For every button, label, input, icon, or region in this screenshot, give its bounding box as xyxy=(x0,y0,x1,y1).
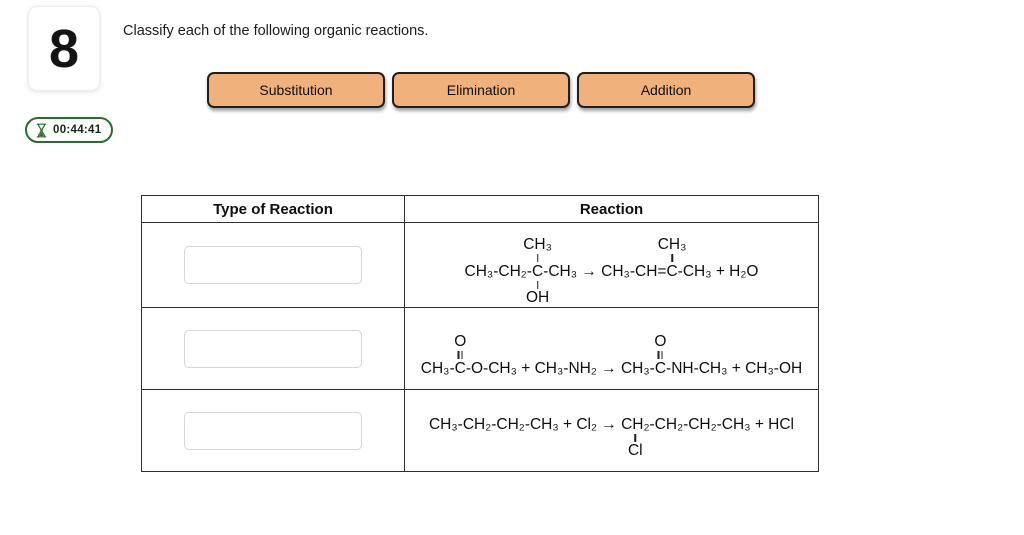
table-row xyxy=(142,308,819,390)
question-number-card xyxy=(28,6,100,91)
formula-fragment xyxy=(655,333,666,378)
single-bond xyxy=(537,281,539,289)
substituent-top: O xyxy=(454,332,467,350)
column-header-reaction: Reaction xyxy=(405,196,819,223)
double-bond xyxy=(458,351,463,359)
substituent-top: CH₃ xyxy=(657,236,687,253)
formula-fragment xyxy=(657,236,687,307)
table-header-row xyxy=(142,196,819,223)
formula-main: -CH₃ + H₂O xyxy=(677,263,759,280)
formula-fragment xyxy=(543,236,666,307)
substituent-bottom: OH xyxy=(525,289,550,306)
formula-main: CH₃-CH₂- xyxy=(464,263,532,280)
formula-main: -CH₃ → CH₃-CH= xyxy=(543,263,667,280)
reactions-table xyxy=(141,195,819,472)
answer-dropzone[interactable] xyxy=(184,330,362,368)
question-number: 8 xyxy=(48,18,80,79)
formula-fragment xyxy=(465,236,532,307)
choice-addition[interactable]: Addition xyxy=(577,72,755,108)
formula-main: C xyxy=(654,359,667,377)
formula-fragment xyxy=(421,333,455,378)
formula-main: -O-CH₃ + CH₃-NH₂ → CH₃- xyxy=(465,359,655,377)
answer-dropzone[interactable] xyxy=(184,412,362,450)
formula-fragment xyxy=(455,333,466,378)
formula-fragment xyxy=(523,236,552,307)
formula-main: C xyxy=(531,263,544,280)
choice-buttons xyxy=(207,72,755,108)
double-bond xyxy=(658,351,663,359)
single-bond xyxy=(635,434,637,442)
column-header-type: Type of Reaction xyxy=(142,196,405,223)
formula-main: C xyxy=(666,263,678,280)
formula-fragment xyxy=(429,415,621,460)
question-prompt: Classify each of the following organic reactions. xyxy=(123,23,429,39)
formula-main: C xyxy=(454,359,466,377)
formula-main: -NH-CH₃ + CH₃-OH xyxy=(666,359,803,377)
timer-pill xyxy=(25,117,113,143)
reaction-cell xyxy=(405,390,819,472)
formula-main: -CH₂-CH₂-CH₃ + HCl xyxy=(649,415,795,433)
formula-main: CH₃- xyxy=(420,359,455,377)
single-bond xyxy=(537,254,539,262)
substituent-top: CH₃ xyxy=(523,236,552,253)
formula-main: CH₃-CH₂-CH₂-CH₃ + Cl₂ → xyxy=(428,415,622,433)
choice-elimination[interactable]: Elimination xyxy=(392,72,570,108)
formula-main: CH₂ xyxy=(621,415,650,433)
formula-fragment xyxy=(666,333,802,378)
formula-fragment xyxy=(621,415,649,460)
single-bond xyxy=(671,254,673,262)
substituent-top: O xyxy=(654,332,667,350)
reaction-cell xyxy=(405,223,819,308)
formula-fragment xyxy=(650,415,795,460)
substituent-bottom: Cl xyxy=(627,441,643,459)
table-row xyxy=(142,223,819,308)
hourglass-icon xyxy=(35,123,48,138)
formula-fragment xyxy=(466,333,655,378)
table-row xyxy=(142,390,819,472)
answer-dropzone[interactable] xyxy=(184,246,362,284)
formula-fragment xyxy=(678,236,759,307)
reaction-formula xyxy=(421,333,802,378)
reaction-formula xyxy=(429,415,794,460)
timer-value: 00:44:41 xyxy=(53,124,102,136)
choice-substitution[interactable]: Substitution xyxy=(207,72,385,108)
reaction-cell xyxy=(405,308,819,390)
reaction-formula xyxy=(465,236,759,307)
